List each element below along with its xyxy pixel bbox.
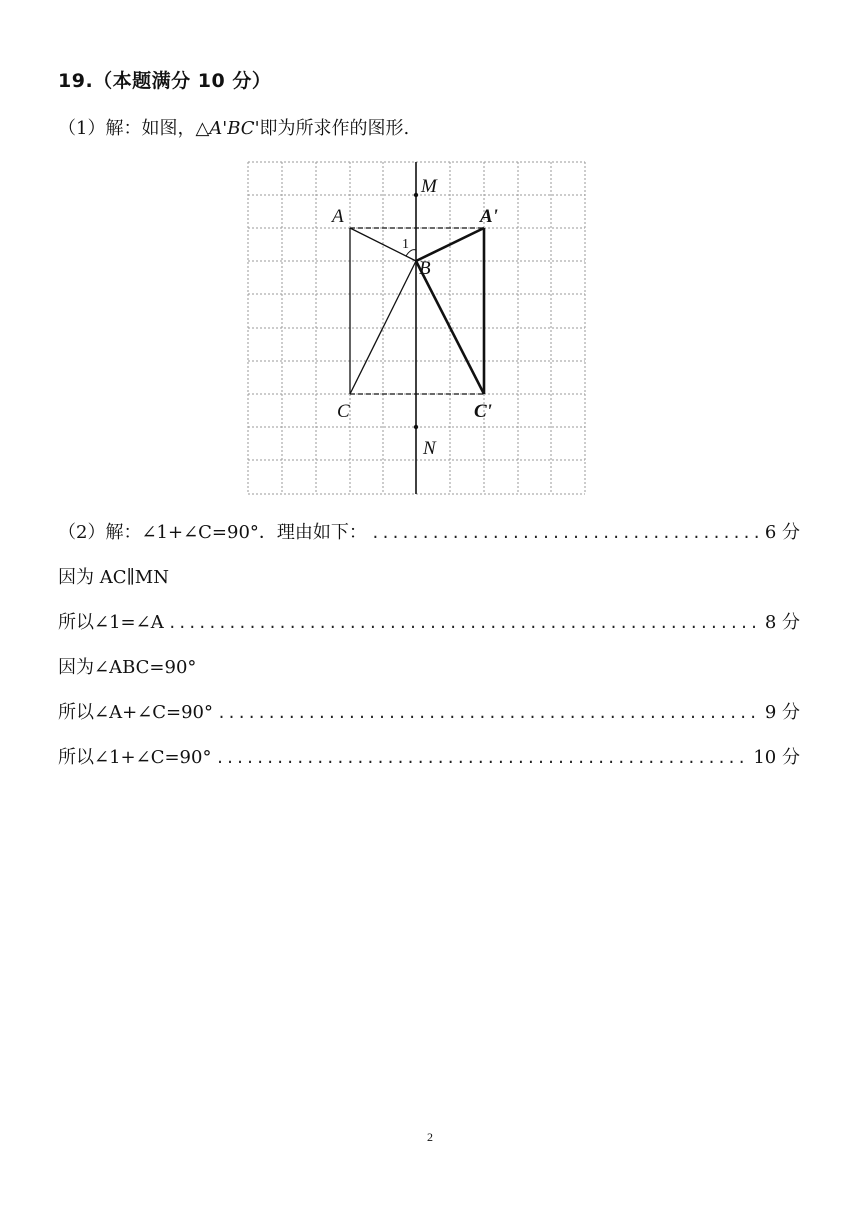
part1-answer [58, 114, 409, 140]
point-m [414, 193, 418, 197]
label-c-prime: C' [474, 401, 492, 422]
solution-line-6 [58, 743, 800, 769]
part1-suffix: 即为所求作的图形. [259, 118, 410, 139]
score-label: 9 分 [764, 702, 800, 723]
label-a-prime: A' [480, 206, 498, 227]
dot-leader [371, 524, 761, 542]
score-label: 8 分 [764, 612, 800, 633]
label-m: M [421, 176, 437, 197]
label-b: B [419, 258, 431, 279]
solution-text: 所以∠A+∠C=90° [58, 702, 214, 723]
score-label: 6 分 [764, 522, 800, 543]
dot-leader [168, 614, 761, 632]
dot-leader [217, 704, 761, 722]
dot-leader [215, 749, 749, 767]
label-c: C [337, 401, 350, 422]
part1-prefix: （1）解：如图，△ [58, 118, 210, 139]
geometry-figure [246, 160, 588, 496]
label-a: A [332, 206, 344, 227]
segment-a-prime-b [416, 228, 484, 261]
solution-line-4: 因为∠ABC=90° [58, 657, 197, 678]
solution-line-3 [58, 608, 800, 634]
page-number: 2 [427, 1130, 433, 1144]
solution-text: （2）解：∠1+∠C=90°．理由如下： [58, 522, 367, 543]
solution-text: 所以∠1=∠A [58, 612, 164, 633]
label-angle-1: 1 [402, 237, 409, 252]
question-heading: 19.（本题满分 10 分） [58, 70, 272, 92]
solution-line-1 [58, 518, 800, 544]
label-n: N [423, 438, 436, 459]
point-n [414, 425, 418, 429]
solution-line-5 [58, 698, 800, 724]
part1-triangle-name: A'BC' [209, 118, 260, 139]
solution-text: 所以∠1+∠C=90° [58, 747, 212, 768]
solution-line-2: 因为 AC∥MN [58, 567, 169, 588]
score-label: 10 分 [753, 747, 800, 768]
